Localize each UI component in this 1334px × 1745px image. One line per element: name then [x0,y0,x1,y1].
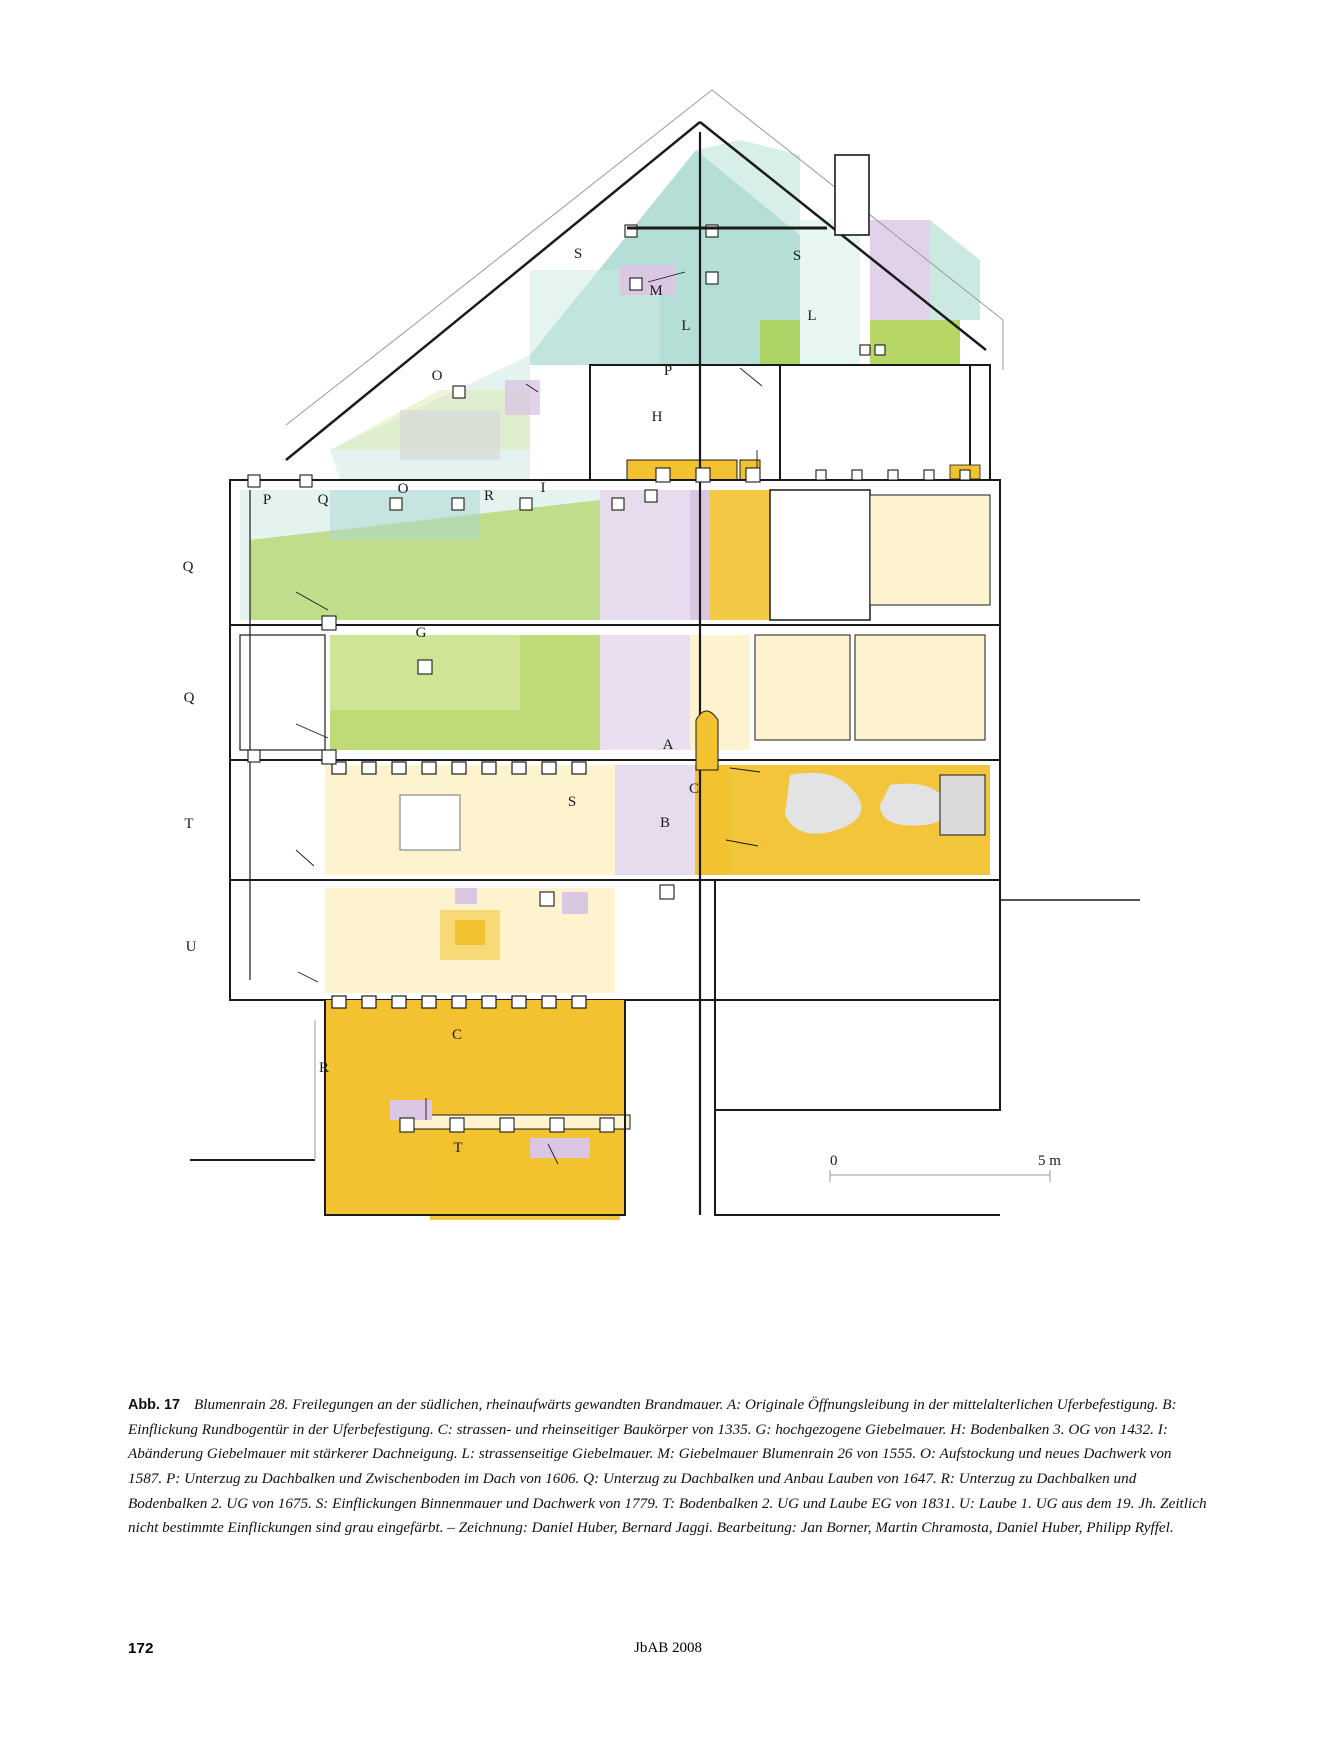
drawing-label-O-upper: O [431,368,443,384]
drawing-label-P-upper: P [663,363,673,379]
scale-bar-end-label: 5 m [1038,1153,1061,1169]
page-footer [128,1640,1208,1660]
drawing-label-O-floor: O [397,481,409,497]
page-number: 172 [128,1640,154,1657]
scale-bar [830,1170,1050,1182]
drawing-label-Q-left-upper: Q [182,559,194,575]
drawing-label-S-attic-right: S [792,248,802,264]
figure-caption-text: Blumenrain 28. Freilegungen an der südlichen, rheinaufwärts gewandten Brandmauer. A: Originale Öffnungsleibung in der mittelalterlichen Uferbefestigung. B: Einflickung Rundbogentür in der Uferbefestigung. C: strassen- und rheinseitiger Baukörper von 1335. G: hochgezogene Giebelmauer. H: Bodenbalken 3. OG von 1432. I: Abänderung Giebelmauer mit stärkerer Dachneigung. L: strassenseitige Giebelmauer. M: Giebelmauer Blumenrain 26 von 1555. O: Aufstockung und neues Dachwerk von 1587. P: Unterzug zu Dachbalken und Zwischenboden im Dach von 1606. Q: Unterzug zu Dachbalken und Anbau Lauben von 1647. R: Unterzug zu Dachbalken und Bodenbalken 2. UG von 1675. S: Einflickungen Binnenmauer und Dachwerk von 1779. T: Bodenbalken 2. UG und Laube EG von 1831. U: Laube 1. UG aus dem 19. Jh. Zeitlich nicht bestimmte Einflickungen sind grau eingefärbt. – Zeichnung: Daniel Huber, Bernard Jaggi. Bearbeitung: Jan Borner, Martin Chramosta, Daniel Huber, Philipp Ryffel. [128,1396,1207,1537]
drawing-label-C-right: C [688,781,700,797]
drawing-label-Q-floor: Q [317,492,329,508]
drawing-fills [190,90,1140,1220]
figure-building-section [100,20,1240,1240]
drawing-label-I-floor: I [540,480,546,496]
drawing-label-A-wall: A [662,737,674,753]
drawing-label-S-attic-left: S [573,246,583,262]
drawing-label-R-floor: R [483,488,495,504]
drawing-label-G-mid: G [415,625,427,641]
drawing-label-B-wall: B [659,815,671,831]
drawing-label-T-basement: T [453,1140,463,1156]
drawing-label-L-attic-right: L [807,308,817,324]
drawing-label-T-left: T [184,816,194,832]
section-drawing [100,20,1240,1240]
drawing-label-H-floorbeam: H [651,409,663,425]
drawing-label-L-attic-left: L [681,318,691,334]
drawing-label-R-basement: R [318,1060,330,1076]
drawing-label-Q-left-lower: Q [183,690,195,706]
drawing-label-U-left: U [185,939,197,955]
drawing-label-P-floor: P [262,492,272,508]
drawing-label-S-mid: S [567,794,577,810]
drawing-label-C-basement: C [451,1027,463,1043]
figure-caption [128,1393,1208,1541]
drawing-label-M-attic: M [649,283,663,299]
figure-number: Abb. 17 [128,1397,180,1414]
journal-name: JbAB 2008 [634,1640,702,1656]
scale-bar-start-label: 0 [830,1153,838,1169]
